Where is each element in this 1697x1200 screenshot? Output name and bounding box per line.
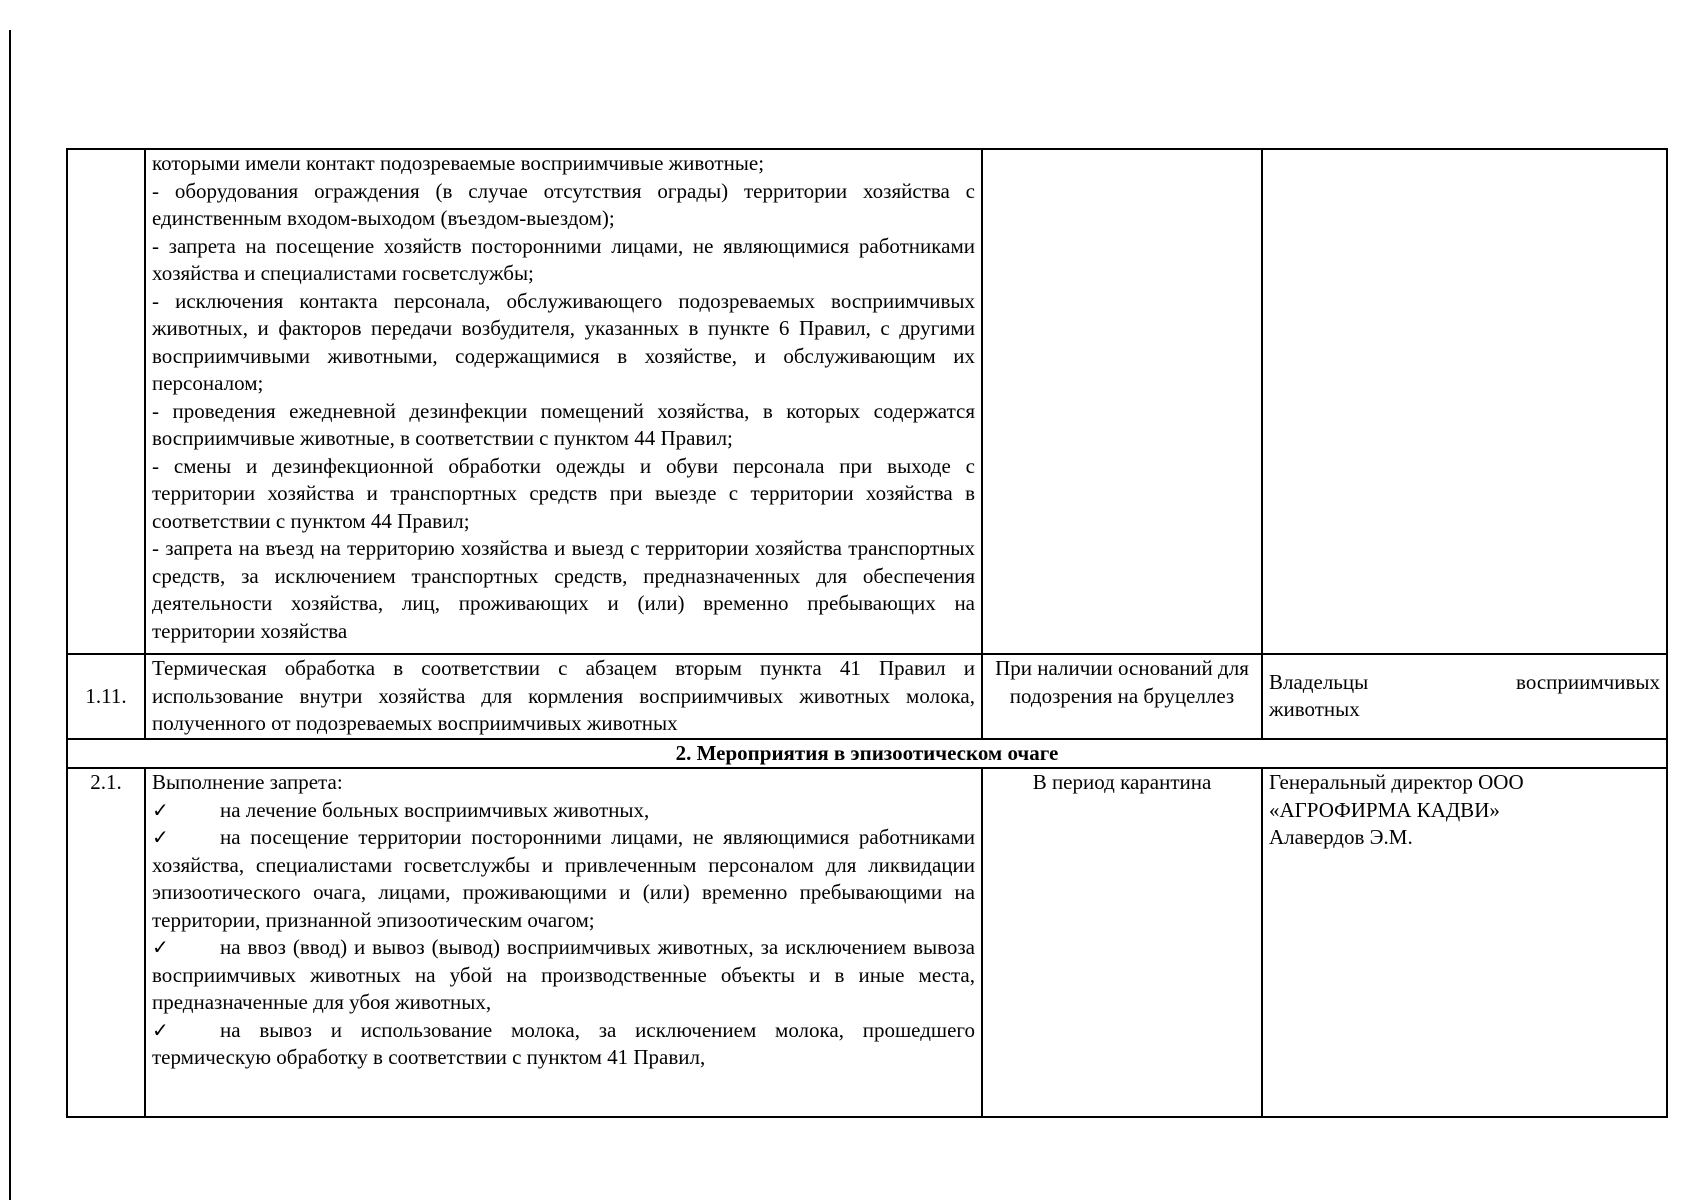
check-item-text: на посещение территории посторонними лицами, не являющимися работниками хозяйства, специалистами госветслужбы и привлеченным персоналом для ликвидации эпизоотического очага, лицами, проживающими и (или) временно пребывающими на территории, признанной эпизоотическим очагом; [152,825,975,932]
measure-cell: Термическая обработка в соответствии с абзацем вторым пункта 41 Правил и использование внутри хозяйства для кормления восприимчивых животных молока, полученного от подозреваемых восприимчивых животных [145,654,982,739]
measure-cell [145,768,982,1117]
page-binding-line [9,30,11,1200]
row-number-cell: 1.11. [67,654,145,739]
measure-paragraph: - оборудования ограждения (в случае отсутствия ограды) территории хозяйства с единственным входом-выходом (въездом-выездом); [152,178,975,230]
check-list-item [152,1017,975,1072]
check-item-text: на ввоз (ввод) и вывоз (вывод) восприимчивых животных, за исключением вывоза восприимчивых животных на убой на производственные объекты и в иные места, предназначенные для убоя животных, [152,935,975,1014]
measures-table [66,148,1668,1118]
responsible-line: Алавердов Э.М. [1269,825,1413,849]
check-mark-icon: ✓ [152,1017,169,1042]
check-item-text: на вывоз и использование молока, за исключением молока, прошедшего термическую обработку в соответствии с пунктом 41 Правил, [152,1017,975,1069]
table-row [67,768,1667,1117]
check-list-item [152,934,975,1017]
check-mark-icon: ✓ [152,935,169,959]
check-list-item [152,797,975,825]
check-mark-icon: ✓ [152,825,169,849]
table-row [67,654,1667,739]
measure-cell [145,149,982,654]
measure-paragraph: - запрета на посещение хозяйств посторонними лицами, не являющимися работниками хозяйства и специалистами госветслужбы; [152,233,975,285]
measure-paragraph: - исключения контакта персонала, обслуживающего подозреваемых восприимчивых животных, и факторов передачи возбудителя, указанных в пункте 6 Правил, с другими восприимчивыми животными, содержащимися в хозяйстве, и обслуживающим их персоналом; [152,288,975,395]
row-number-cell [67,149,145,654]
check-list-item [152,824,975,934]
deadline-cell [982,149,1262,654]
responsible-word: восприимчивых [1516,669,1660,694]
section-heading: 2. Мероприятия в эпизоотическом очаге [67,739,1667,769]
responsible-word: Владельцы [1269,669,1369,694]
check-item-text: на лечение больных восприимчивых животных, [220,797,650,822]
measure-paragraph: - запрета на въезд на территорию хозяйства и выезд с территории хозяйства транспортных средств, за исключением транспортных средств, предназначенных для обеспечения деятельности хозяйства, лиц, проживающих и (или) временно пребывающих на территории хозяйства [152,536,975,643]
deadline-cell: При наличии оснований для подозрения на бруцеллез [982,654,1262,739]
section-heading-row [67,739,1667,769]
responsible-cell [1262,149,1667,654]
responsible-cell [1262,768,1667,1117]
table-row [67,149,1667,654]
responsible-line: Генеральный директор ООО [1269,770,1524,794]
deadline-cell: В период карантина [982,768,1262,1117]
responsible-line: животных [1269,697,1360,722]
row-number-cell: 2.1. [67,768,145,1117]
responsible-cell [1262,654,1667,739]
check-mark-icon: ✓ [152,797,169,822]
measure-paragraph: которыми имели контакт подозреваемые восприимчивые животные; [152,151,765,175]
responsible-line [1269,669,1660,697]
responsible-line: «АГРОФИРМА КАДВИ» [1269,797,1500,822]
measure-paragraph: - проведения ежедневной дезинфекции помещений хозяйства, в которых содержатся восприимчивые животные, в соответствии с пунктом 44 Правил; [152,398,975,450]
measure-paragraph: - смены и дезинфекционной обработки одежды и обуви персонала при выходе с территории хозяйства и транспортных средств при выезде с территории хозяйства в соответствии с пунктом 44 Правил; [152,453,975,533]
measure-intro: Выполнение запрета: [152,770,343,794]
